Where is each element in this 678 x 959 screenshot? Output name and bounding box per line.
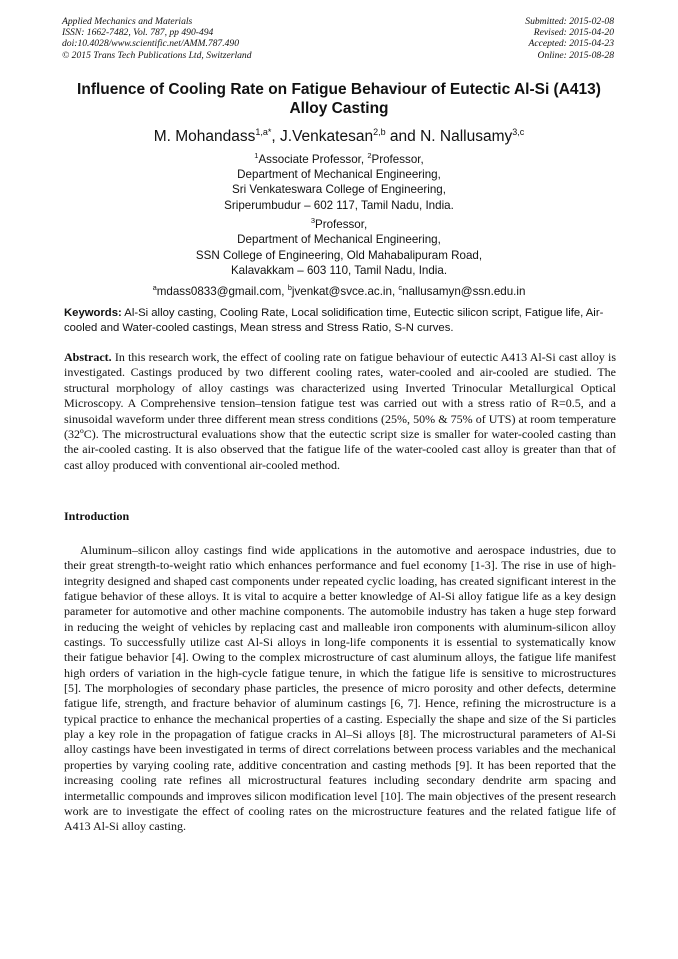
author-list [40,122,638,147]
keywords-section [64,306,616,337]
affiliation-marker: 3 [310,216,315,226]
abstract-text: In this research work, the effect of cooling rate on fatigue behaviour of eutectic A413 Al-Si cast alloy is investigated. Castings produced by two different cooling rates, water-cooled and air-cooled are studied. The structural morphology of alloy castings was characterized using Inverted Trinocular Metallurgical Optical Microscopy. A Comprehensive tension–tension fatigue test was carried out with a stress ratio of R=0.5, and a sinusoidal waveform under three different mean stress conditions (25%, 50% & 75% of UTS) at room temperature (32ºC). The microstructural evaluations show that the eutectic script size is smaller for water-cooled casting than the air-cooled casting. It is also observed that the fatigue life of the water-cooled cast alloy is greater than that of cast alloy produced with conventional air-cooled method. [64,350,616,472]
revised-date: Revised: 2015-04-20 [533,27,614,39]
email-link[interactable]: nallusamyn@ssn.edu.in [402,284,526,298]
author-1-marker: 1,a* [255,127,272,137]
affiliation-role: Associate Professor, [258,152,368,166]
journal-name: Applied Mechanics and Materials [62,16,193,27]
doi-line: doi:10.4028/www.scientific.net/AMM.787.490 [62,38,240,50]
affiliation-line [40,213,638,232]
keywords-label: Keywords: [64,307,122,319]
issn-line: ISSN: 1662-7482, Vol. 787, pp 490-494 [62,27,214,39]
affiliation-line: Department of Mechanical Engineering, [237,168,441,182]
author-2: J.Venkatesan [280,128,374,146]
email-link[interactable]: mdass0833@gmail.com, [156,284,288,298]
abstract-section [64,350,616,473]
affiliation-line: Department of Mechanical Engineering, [237,233,441,247]
submitted-date: Submitted: 2015-02-08 [525,16,614,27]
affiliations [40,148,638,278]
author-3: N. Nallusamy [420,128,513,146]
keywords-text: Al-Si alloy casting, Cooling Rate, Local solidification time, Eutectic silicon script, Fatigue life, Air-cooled and Water-cooled castings, Mean stress and Stress Ratio, S-N curves. [64,307,604,335]
affiliation-marker: 1 [254,151,259,160]
title-line-1: Influence of Cooling Rate on Fatigue Behaviour of Eutectic Al-Si (A413) [77,81,601,98]
affiliation-line: Sriperumbudur – 602 117, Tamil Nadu, India. [224,198,454,212]
title-line-2: Alloy Casting [289,100,389,117]
author-separator: , [271,128,281,146]
author-3-marker: 3,c [512,127,525,137]
email-link[interactable]: jvenkat@svce.ac.in, [291,284,399,298]
author-separator: and [385,128,421,146]
journal-info [62,16,252,61]
affiliation-line: Sri Venkateswara College of Engineering, [232,183,446,197]
introduction-paragraph: Aluminum–silicon alloy castings find wide applications in the automotive and aerospace industries, due to their great strength-to-weight ratio which enhances performance and fuel economy [1-3]. The rise in use of high-integrity designed and shaped cast components under repeated cyclic loading, has created significant interest in the fatigue behavior of these alloys. It is vital to acquire a better knowledge of Al-Si alloy fatigue life as a key design parameter for automotive and other machine components. The automobile industry has taken a huge step forward in reducing the weight of vehicles by replacing cast and malleable iron components with aluminum-silicon alloy castings. To successfully utilize cast Al-Si alloys in long-life components it is essential to systematically know their fatigue behavior [4]. Owing to the complex microstructure of cast aluminum alloys, the fatigue life manifest high orders of variation in the high-cycle fatigue tenure, in which the fatigue life is sensitive to microstructures [5]. The morphologies of secondary phase particles, the presence of micro porosity and other defects, determine fatigue life, strength, and fracture behavior of aluminum castings [6, 7]. Hence, refining the microstructure is a typical practice to enhance the mechanical properties of a casting. Especially the shape and size of the Si particles play a key role in the propagation of fatigue cracks in Al–Si alloys [8]. The microstructural parameters of Al-Si alloy castings have been investigated in terms of direct correlations between process variables and the mechanical properties by varying cooling rate, additive concentration and casting methods [9]. It has been reported that the increasing cooling rate refines all microstructural features including secondary dendrite arm spacing and intermetallic compounds and improves silicon modification level [10]. The main objectives of the present research work are to investigate the effect of cooling rates on the microstructure features and the related fatigue life of A413 Al-Si alloy casting. [64,543,616,834]
author-1: M. Mohandass [153,128,256,146]
affiliation-marker: 2 [367,151,372,160]
affiliation-role: Professor, [314,217,368,231]
email-marker: a [152,283,157,292]
section-heading-introduction: Introduction [64,509,130,523]
abstract-label: Abstract. [64,350,112,364]
affiliation-role: Professor, [371,152,424,166]
online-date: Online: 2015-08-28 [537,49,614,61]
affiliation-line [40,148,638,167]
accepted-date: Accepted: 2015-04-23 [528,38,614,50]
affiliation-line: Kalavakkam – 603 110, Tamil Nadu, India. [230,263,448,277]
publication-dates [525,16,614,61]
affiliation-line: SSN College of Engineering, Old Mahabalipuram Road, [195,248,483,262]
email-marker: c [398,283,403,292]
email-marker: b [287,283,292,292]
author-emails [40,280,638,299]
author-2-marker: 2,b [373,127,386,137]
copyright-line: © 2015 Trans Tech Publications Ltd, Switzerland [62,49,252,61]
paper-title [40,80,638,118]
